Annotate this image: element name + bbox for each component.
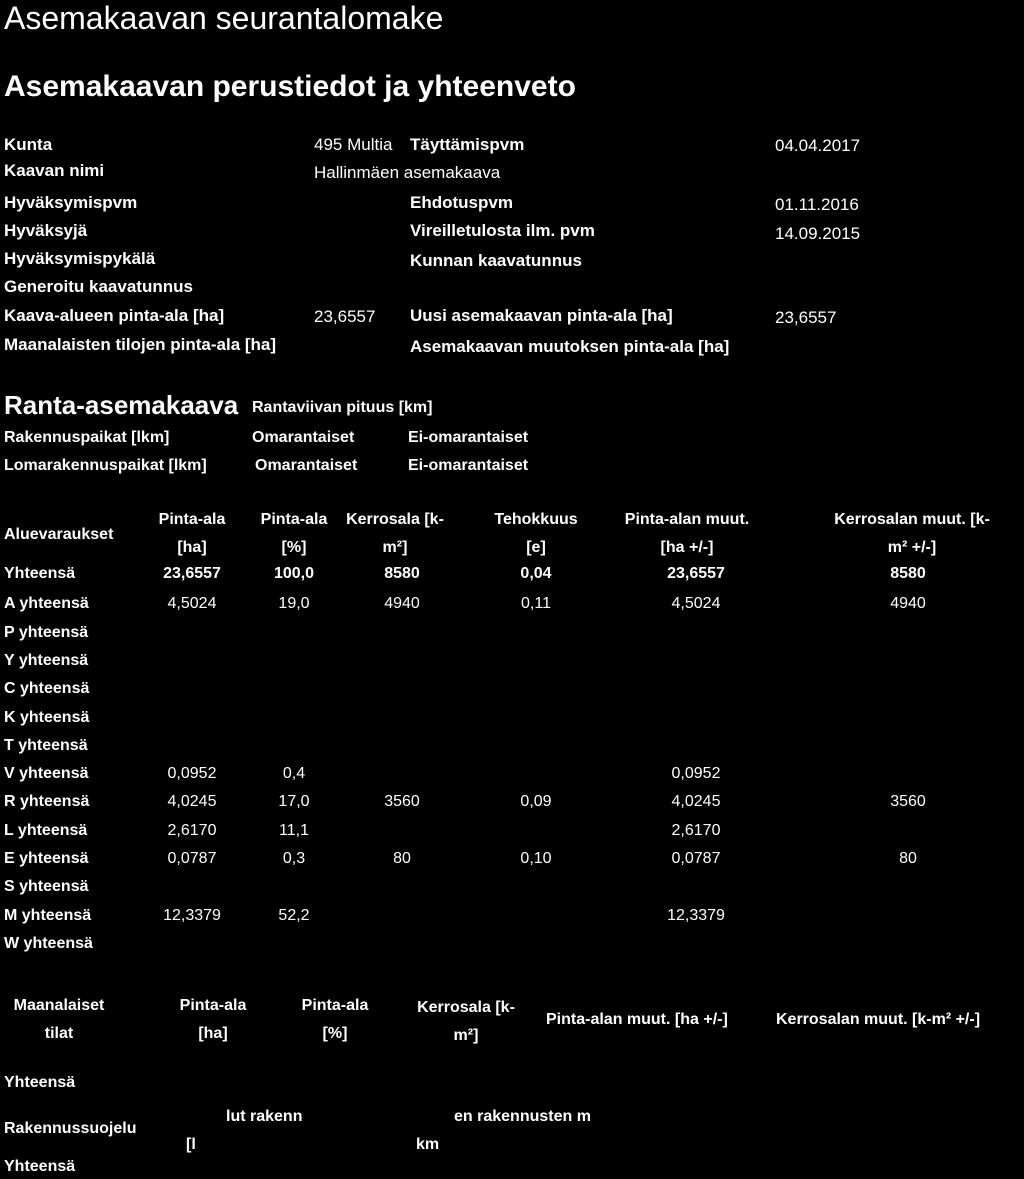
cell-kerrosala: 3560 xyxy=(384,793,420,811)
cell-pct: 19,0 xyxy=(278,595,310,613)
maanalaiset-col1: Pinta-ala [ha] xyxy=(179,997,247,1042)
cell-muut-ha: 2,6170 xyxy=(671,821,721,839)
muutos-label: Asemakaavan muutoksen pinta-ala [ha] xyxy=(410,337,730,356)
ehdotus-label: Ehdotuspvm xyxy=(410,193,513,212)
col-pinta-ala-ha: Pinta-ala [ha] xyxy=(158,511,226,556)
kaavan-nimi-value: Hallinmäen asemakaava xyxy=(314,163,501,182)
suojelu-frag-1: lut rakenn xyxy=(226,1108,303,1125)
kaavan-nimi-label: Kaavan nimi xyxy=(4,161,105,180)
form-title: Asemakaavan seurantalomake xyxy=(4,0,444,36)
cell-name: Y yhteensä xyxy=(4,651,89,669)
cell-pct: 0,4 xyxy=(282,765,306,783)
cell-muut-ha: 23,6557 xyxy=(667,565,725,582)
lomarakennus-label: Lomarakennuspaikat [lkm] xyxy=(4,457,207,474)
cell-tehokkuus: 0,04 xyxy=(520,565,552,582)
cell-muut-k: 80 xyxy=(899,850,917,867)
section-title: Asemakaavan perustiedot ja yhteenveto xyxy=(4,70,576,103)
cell-kerrosala: 4940 xyxy=(384,595,420,613)
hyvaksyja-label: Hyväksyjä xyxy=(4,221,88,240)
maanalaiset-col5: Kerrosalan muut. [k-m² +/-] xyxy=(776,1011,981,1028)
col-aluevaraukset: Aluevaraukset xyxy=(4,526,114,543)
cell-ha: 0,0952 xyxy=(167,765,217,783)
ei-omarantaiset-label: Ei-omarantaiset xyxy=(408,429,529,446)
col-kerrosala: Kerrosala [k- m²] xyxy=(346,511,444,556)
cell-pct: 11,1 xyxy=(279,821,309,839)
cell-muut-k: 3560 xyxy=(890,793,926,811)
rantaviiva-label: Rantaviivan pituus [km] xyxy=(252,399,433,416)
cell-name: M yhteensä xyxy=(4,906,92,924)
cell-muut-k: 4940 xyxy=(890,595,926,613)
omarantaiset-label: Omarantaiset xyxy=(252,429,355,446)
kunnan-tunnus-label: Kunnan kaavatunnus xyxy=(410,251,582,270)
cell-tehokkuus: 0,11 xyxy=(521,595,551,613)
cell-pct: 100,0 xyxy=(273,565,315,582)
cell-name: E yhteensä xyxy=(4,850,89,867)
cell-muut-ha: 12,3379 xyxy=(667,906,725,924)
col-kerrosalan-muut: Kerrosalan muut. [k- m² +/-] xyxy=(834,511,990,556)
rakennuspaikat-label: Rakennuspaikat [lkm] xyxy=(4,429,170,446)
cell-muut-ha: 0,0952 xyxy=(671,765,721,783)
vireille-value: 14.09.2015 xyxy=(775,224,861,243)
cell-pct: 52,2 xyxy=(278,906,310,924)
cell-ha: 4,5024 xyxy=(167,595,217,613)
cell-muut-k: 8580 xyxy=(890,565,926,582)
cell-pct: 17,0 xyxy=(278,793,310,811)
cell-muut-ha: 4,0245 xyxy=(671,793,721,811)
uusi-ala-value: 23,6557 xyxy=(775,308,837,327)
maanalaiset-col0: Maanalaiset tilat xyxy=(13,997,105,1042)
cell-tehokkuus: 0,10 xyxy=(520,850,552,867)
cell-kerrosala: 80 xyxy=(393,850,411,867)
cell-name: T yhteensä xyxy=(4,736,88,754)
cell-kerrosala: 8580 xyxy=(384,565,420,582)
ei-omarantaiset2-label: Ei-omarantaiset xyxy=(408,457,529,474)
hyvaksymispvm-label: Hyväksymispvm xyxy=(4,193,138,212)
suojelu-frag-3: en rakennusten m xyxy=(454,1108,591,1125)
kaava-ala-value: 23,6557 xyxy=(314,307,376,326)
col-tehokkuus: Tehokkuus [e] xyxy=(494,511,578,556)
maanalaiset-col2: Pinta-ala [%] xyxy=(301,997,369,1042)
col-pinta-alan-muut: Pinta-alan muut. [ha +/-] xyxy=(624,511,750,556)
kunta-value: 495 Multia xyxy=(314,135,393,154)
cell-name: K yhteensä xyxy=(4,708,90,726)
taytto-label: Täyttämispvm xyxy=(410,135,525,154)
cell-muut-ha: 4,5024 xyxy=(671,595,721,613)
cell-name: W yhteensä xyxy=(4,934,93,952)
cell-name: L yhteensä xyxy=(4,821,88,839)
cell-tehokkuus: 0,09 xyxy=(520,793,552,811)
suojelu-label: Rakennussuojelu xyxy=(4,1120,137,1137)
ranta-title: Ranta-asemakaava xyxy=(4,390,239,420)
cell-name: A yhteensä xyxy=(4,595,89,613)
cell-name: C yhteensä xyxy=(4,680,90,698)
maanalaisten-label: Maanalaisten tilojen pinta-ala [ha] xyxy=(4,335,277,354)
cell-name: P yhteensä xyxy=(4,623,89,641)
cell-ha: 0,0787 xyxy=(167,850,217,867)
suojelu-frag-2: [l xyxy=(186,1136,196,1153)
generoitu-label: Generoitu kaavatunnus xyxy=(4,277,193,296)
col-pinta-ala-pct: Pinta-ala [%] xyxy=(260,511,328,556)
suojelu-frag-4: km xyxy=(416,1136,440,1153)
omarantaiset2-label: Omarantaiset xyxy=(255,457,358,474)
cell-pct: 0,3 xyxy=(282,850,306,867)
suojelu-yhteensa: Yhteensä xyxy=(4,1158,76,1175)
kaava-ala-label: Kaava-alueen pinta-ala [ha] xyxy=(4,306,225,325)
ehdotus-value: 01.11.2016 xyxy=(775,195,859,214)
cell-muut-ha: 0,0787 xyxy=(671,850,721,867)
cell-name: R yhteensä xyxy=(4,793,90,811)
cell-name: S yhteensä xyxy=(4,878,89,896)
cell-ha: 2,6170 xyxy=(167,821,217,839)
maanalaiset-col4: Pinta-alan muut. [ha +/-] xyxy=(546,1011,728,1028)
maanalaiset-col3: Kerrosala [k- m²] xyxy=(417,999,515,1044)
taytto-value: 04.04.2017 xyxy=(775,136,861,155)
cell-ha: 12,3379 xyxy=(163,906,221,924)
uusi-ala-label: Uusi asemakaavan pinta-ala [ha] xyxy=(410,306,673,325)
cell-ha: 23,6557 xyxy=(163,565,221,582)
cell-name: Yhteensä xyxy=(4,565,76,582)
cell-ha: 4,0245 xyxy=(167,793,217,811)
pykala-label: Hyväksymispykälä xyxy=(4,249,156,268)
vireille-label: Vireilletulosta ilm. pvm xyxy=(410,221,595,240)
cell-name: V yhteensä xyxy=(4,765,89,783)
kunta-label: Kunta xyxy=(4,135,53,154)
maanalaiset-yhteensa: Yhteensä xyxy=(4,1074,76,1091)
